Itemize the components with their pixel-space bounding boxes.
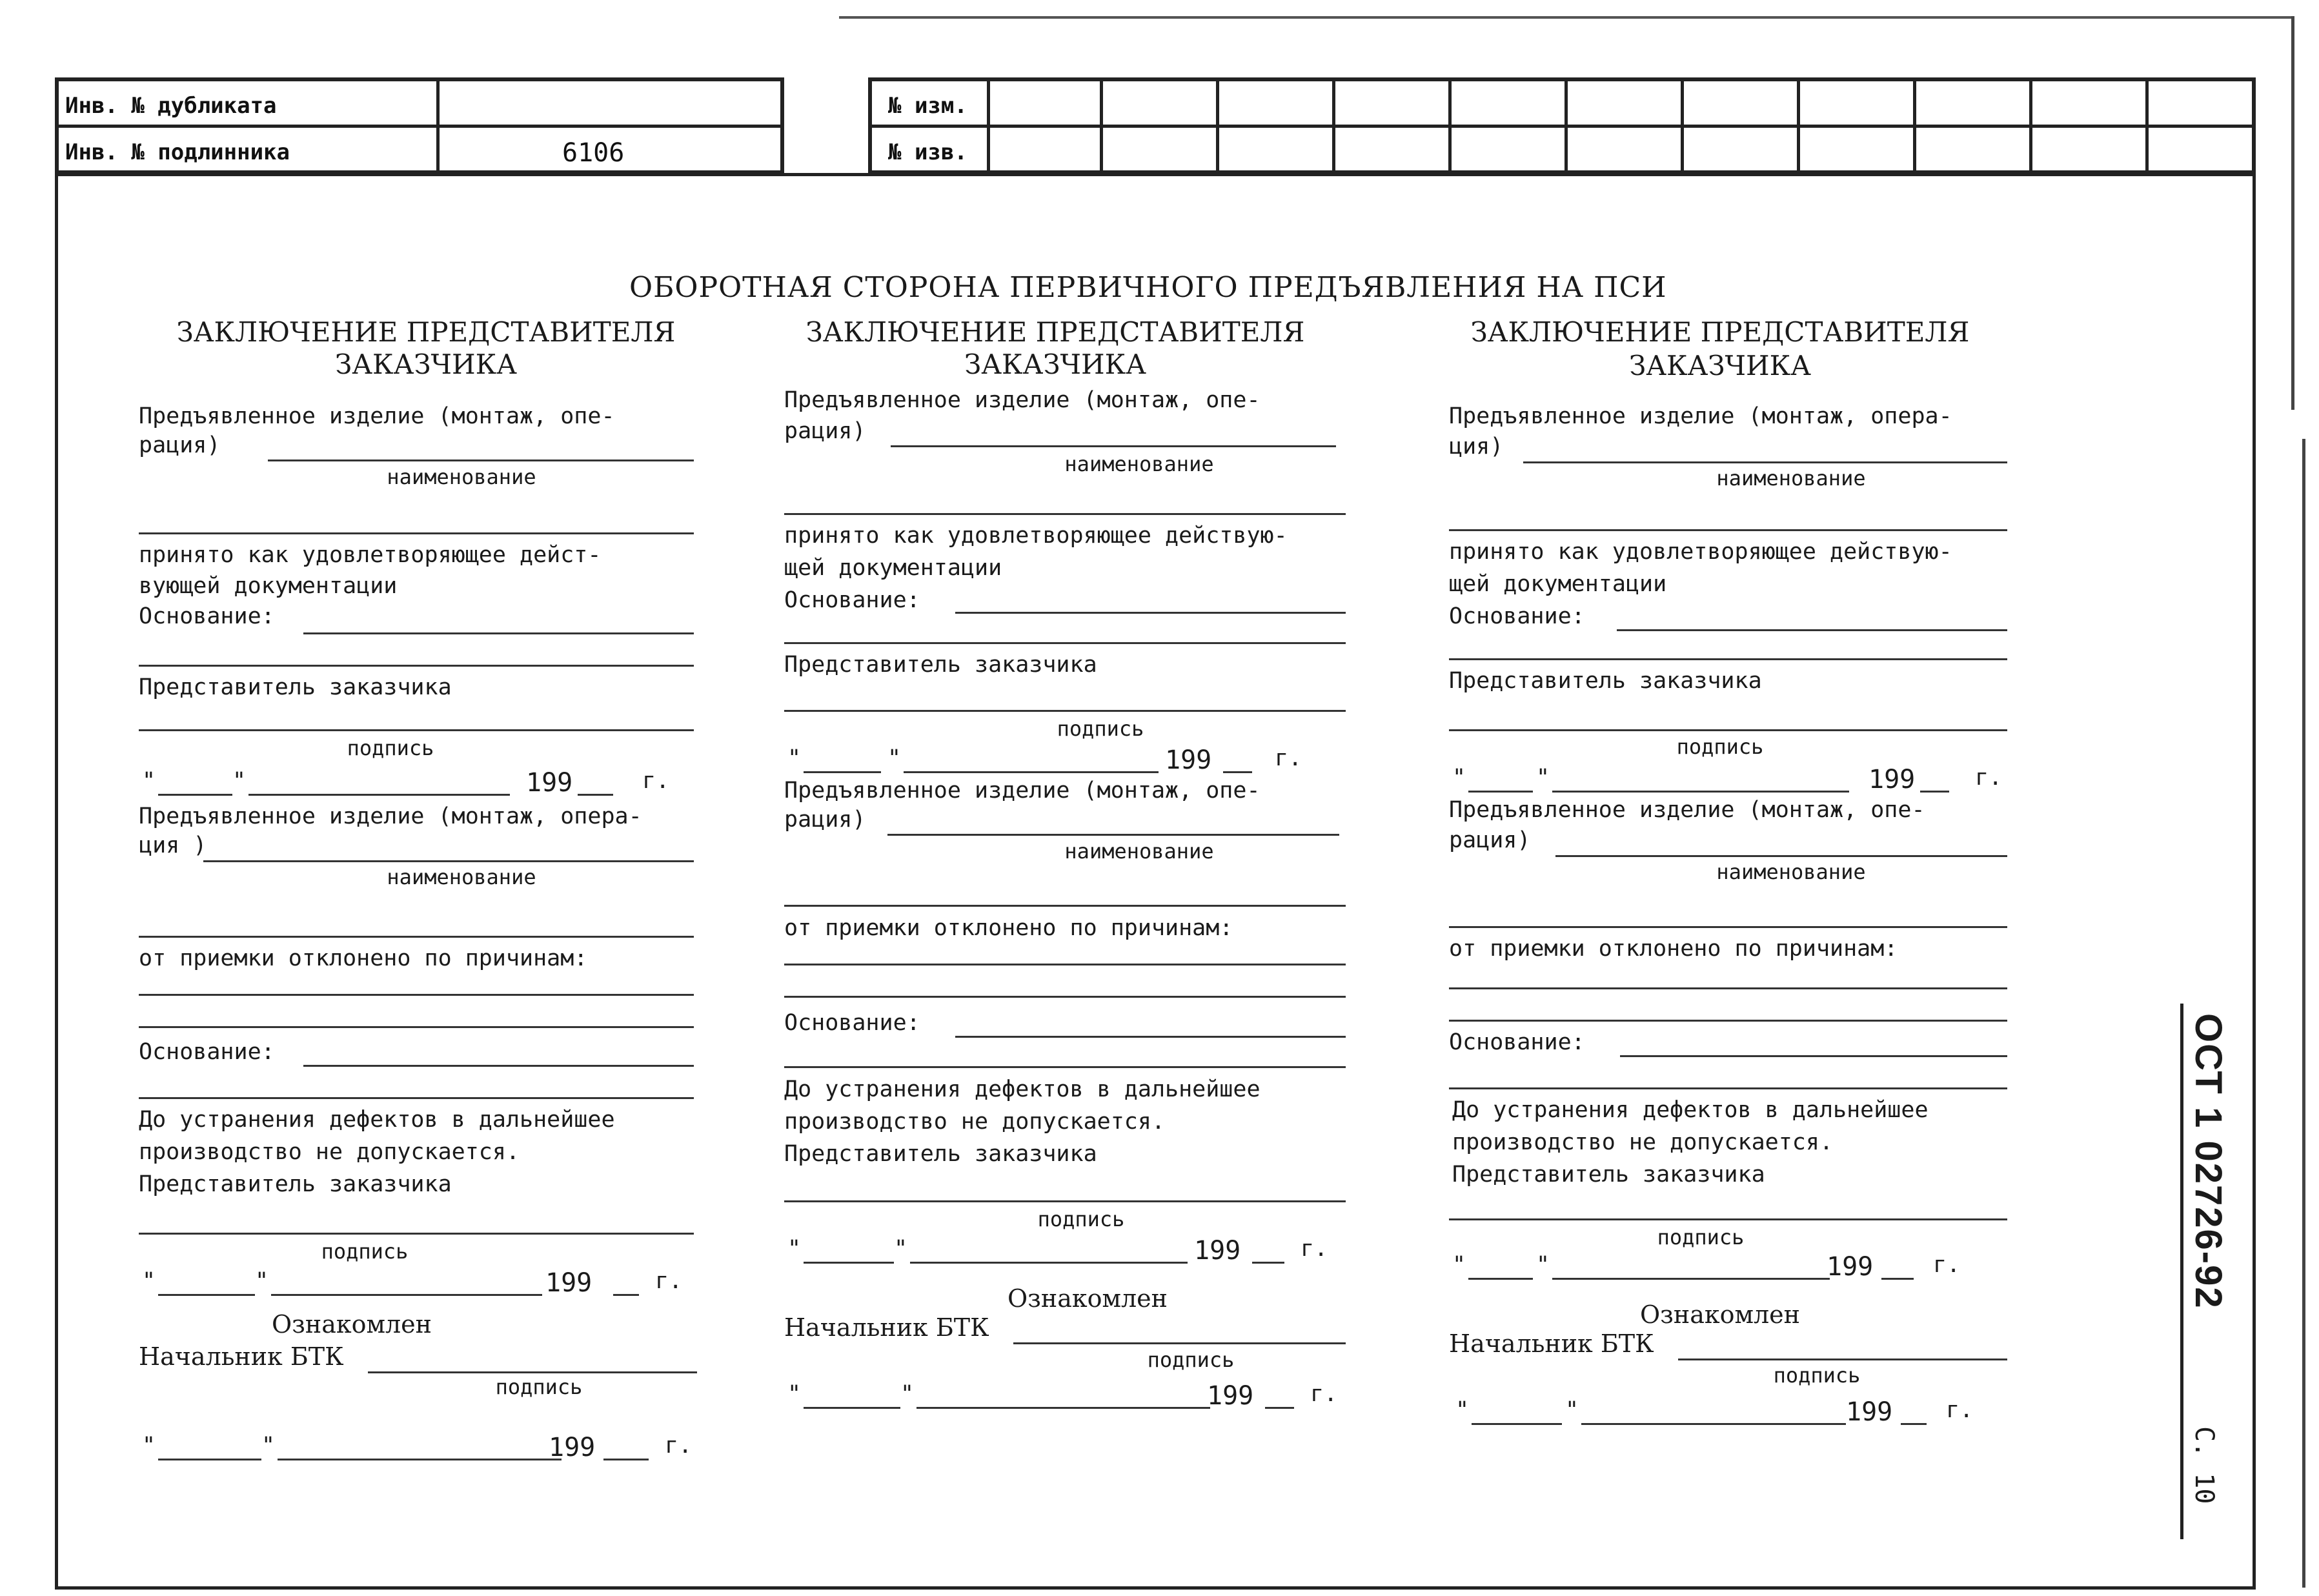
standard-designation: ОСТ 1 02726-92 [2187,1013,2229,1309]
operation-text-2: рация) [784,807,866,833]
product-text: Предъявленное изделие (монтаж, опера- [1449,403,1952,429]
signature-caption: подпись [1676,734,1764,759]
name-line-2[interactable] [1555,855,2007,857]
defects-text: До устранения дефектов в дальнейшее [139,1107,615,1133]
accepted-text: принято как удовлетворяющее действую- [1449,539,1952,565]
basis-label: Основание: [1449,603,1585,629]
basis-line-4[interactable] [1449,1087,2007,1089]
blank-line[interactable] [139,532,694,534]
date2-day-line[interactable] [158,1294,255,1296]
date2-quote-open: " [787,1236,802,1262]
btk-signature-caption: подпись [1147,1348,1235,1372]
date-quote-open: " [142,768,156,794]
representative-label: Представитель заказчика [1449,668,1762,694]
date3-year: 199 [1207,1381,1254,1411]
btk-signature-line[interactable] [1678,1359,2007,1360]
operation-text: рация) [139,432,221,458]
date2-quote-close: " [255,1268,269,1294]
date3-year-suffix: г. [1946,1397,1974,1423]
acknowledged-text: Ознакомлен [271,1310,432,1338]
date-quote-close: " [232,768,247,794]
accepted-text-2: щей документации [1449,571,1667,597]
product-text-2: Предъявленное изделие (монтаж, опе- [784,778,1261,803]
column-heading-2: ЗАКАЗЧИКА [964,348,1146,380]
date-year-suffix: г. [1975,765,2003,791]
date3-quote-close: " [1565,1397,1579,1423]
signature-caption-2: подпись [321,1239,409,1264]
signature-line-2[interactable] [1449,1218,2007,1220]
accepted-text-2: вующей документации [139,573,398,599]
name-line[interactable] [1523,461,2007,463]
date2-year: 199 [1827,1252,1874,1282]
basis-line[interactable] [303,632,694,634]
reason-line-2[interactable] [784,996,1346,998]
defects-text: До устранения дефектов в дальнейшее [1452,1097,1929,1123]
date-quote-close: " [887,745,902,771]
basis-line-4[interactable] [139,1097,694,1099]
btk-signature-line[interactable] [1013,1342,1346,1344]
column-heading: ЗАКЛЮЧЕНИЕ ПРЕДСТАВИТЕЛЯ [1470,316,1970,348]
date2-year-line[interactable] [613,1294,639,1296]
date2-quote-close: " [1536,1252,1550,1278]
operation-text: рация) [784,418,866,444]
date-day-line[interactable] [1468,791,1533,793]
page-number: С. 10 [2189,1426,2219,1504]
defects-text-2: производство не допускается. [139,1139,520,1165]
date-year-line[interactable] [1920,791,1949,793]
accepted-text: принято как удовлетворяющее дейст- [139,542,602,568]
date3-quote-open: " [787,1381,802,1407]
date2-year: 199 [1194,1236,1241,1266]
date-year-suffix: г. [1275,745,1302,771]
signature-caption: подпись [1057,716,1144,741]
date3-month-line[interactable] [916,1407,1210,1409]
date3-quote-close: " [261,1433,276,1459]
conclusion-column-1 [139,316,707,1478]
column-heading: ЗАКЛЮЧЕНИЕ ПРЕДСТАВИТЕЛЯ [176,316,676,348]
date2-month-line[interactable] [271,1294,542,1296]
product-text: Предъявленное изделие (монтаж, опе- [139,403,615,429]
btk-signature-line[interactable] [368,1371,697,1373]
representative-label: Представитель заказчика [784,652,1097,678]
date3-month-line[interactable] [278,1459,562,1460]
signature-line[interactable] [784,710,1346,712]
outer-right-edge-lower [2302,439,2305,1588]
acknowledged-text: Ознакомлен [1007,1284,1168,1313]
basis-line[interactable] [1617,629,2007,631]
reason-line-1[interactable] [784,964,1346,965]
date3-year: 199 [549,1433,596,1462]
accepted-text: принято как удовлетворяющее действую- [784,523,1288,549]
representative-label-2: Представитель заказчика [139,1171,452,1197]
column-heading-2: ЗАКАЗЧИКА [1629,350,1811,381]
signature-caption: подпись [347,736,434,760]
blank-line-2[interactable] [139,936,694,938]
page-title: ОБОРОТНАЯ СТОРОНА ПЕРВИЧНОГО ПРЕДЪЯВЛЕНИЯ НА ПСИ [629,271,1667,304]
basis-line-2[interactable] [784,642,1346,644]
product-text-2: Предъявленное изделие (монтаж, опера- [139,803,642,829]
name-line[interactable] [268,460,694,461]
basis-line-3[interactable] [303,1065,694,1067]
blank-line-2[interactable] [1449,926,2007,928]
reason-line-1[interactable] [1449,987,2007,989]
conclusion-column-2 [784,316,1352,1478]
original-inv-value: 6106 [562,138,625,168]
blank-line[interactable] [784,513,1346,515]
date3-day-line[interactable] [158,1459,261,1460]
name-line[interactable] [891,445,1336,447]
outer-right-edge [2291,16,2294,410]
original-inv-label: Инв. № подлинника [65,139,290,165]
blank-line[interactable] [1449,529,2007,531]
name-caption-2: наименование [387,865,536,889]
reason-line-2[interactable] [1449,1020,2007,1022]
btk-chief-label: Начальник БТК [784,1313,989,1342]
date-month-line[interactable] [904,771,1159,773]
signature-line[interactable] [1449,729,2007,731]
rejected-text: от приемки отклонено по причинам: [139,945,588,971]
name-line-2[interactable] [887,834,1339,836]
date3-year-line[interactable] [1901,1423,1927,1425]
date-year-line[interactable] [578,794,613,796]
representative-label-2: Представитель заказчика [1452,1162,1765,1187]
date-year: 199 [526,768,573,798]
blank-line-2[interactable] [784,905,1346,907]
date3-year-suffix: г. [1310,1381,1338,1407]
btk-signature-caption: подпись [495,1375,583,1399]
basis-label: Основание: [784,587,920,613]
reason-line-1[interactable] [139,994,694,996]
rejected-text: от приемки отклонено по причинам: [1449,936,1898,962]
date2-quote-close: " [894,1236,908,1262]
date3-quote-open: " [142,1433,156,1459]
basis-label: Основание: [139,603,275,629]
product-text: Предъявленное изделие (монтаж, опе- [784,387,1261,413]
date2-year-suffix: г. [1933,1252,1961,1278]
name-caption-2: наименование [1064,839,1214,864]
date2-day-line[interactable] [1468,1278,1533,1280]
name-caption: наименование [387,465,536,489]
date3-quote-open: " [1455,1397,1470,1423]
operation-text: ция) [1449,434,1504,460]
date3-day-line[interactable] [1472,1423,1562,1425]
acknowledged-text: Ознакомлен [1639,1300,1800,1329]
date2-month-line[interactable] [1552,1278,1830,1280]
column-heading-2: ЗАКАЗЧИКА [335,348,517,380]
date-quote-close: " [1536,765,1550,791]
representative-label-2: Представитель заказчика [784,1141,1097,1167]
date3-year-suffix: г. [665,1433,693,1459]
signature-line[interactable] [139,729,694,731]
date2-year-suffix: г. [1301,1236,1328,1262]
defects-text-2: производство не допускается. [1452,1129,1834,1155]
notice-number-label: № изв. [888,139,967,165]
date-day-line[interactable] [804,771,881,773]
date2-quote-open: " [1452,1252,1466,1278]
header-right-table [868,77,2256,174]
date2-year-line[interactable] [1881,1278,1914,1280]
date3-month-line[interactable] [1581,1423,1846,1425]
date-quote-open: " [787,745,802,771]
basis-label-2: Основание: [784,1010,920,1036]
btk-chief-label: Начальник БТК [139,1342,344,1371]
duplicate-inv-label: Инв. № дубликата [65,93,277,119]
basis-label-2: Основание: [1449,1029,1585,1055]
basis-line-3[interactable] [1620,1055,2007,1057]
date2-year-suffix: г. [655,1268,683,1294]
date3-day-line[interactable] [804,1407,900,1409]
date3-year-line[interactable] [1265,1407,1294,1409]
defects-text-2: производство не допускается. [784,1109,1166,1135]
conclusion-column-3 [1449,316,2030,1478]
date2-quote-open: " [142,1268,156,1294]
signature-line-2[interactable] [784,1200,1346,1202]
outer-top-edge [839,16,2291,19]
date-quote-open: " [1452,765,1466,791]
date2-month-line[interactable] [910,1262,1188,1264]
operation-text-2: ция ) [139,833,207,858]
btk-signature-caption: подпись [1773,1363,1861,1388]
date-month-line[interactable] [1552,791,1849,793]
date2-year-line[interactable] [1252,1262,1284,1264]
signature-caption-2: подпись [1037,1207,1125,1231]
product-text-2: Предъявленное изделие (монтаж, опе- [1449,797,1925,823]
side-stamp-rule [2180,1004,2183,1539]
basis-line-2[interactable] [139,665,694,667]
date3-quote-close: " [900,1381,915,1407]
date-year-suffix: г. [642,768,670,794]
signature-line-2[interactable] [139,1233,694,1235]
defects-text: До устранения дефектов в дальнейшее [784,1076,1261,1102]
date-day-line[interactable] [158,794,232,796]
date-year: 199 [1868,765,1916,794]
name-caption: наименование [1716,466,1866,490]
name-line-2[interactable] [203,860,694,862]
date-year-line[interactable] [1223,771,1252,773]
basis-line-4[interactable] [784,1066,1346,1068]
rejected-text: от приемки отклонено по причинам: [784,915,1233,941]
basis-label-2: Основание: [139,1039,275,1065]
change-number-label: № изм. [888,93,967,119]
representative-label: Представитель заказчика [139,674,452,700]
date2-day-line[interactable] [804,1262,894,1264]
basis-line-2[interactable] [1449,658,2007,660]
date-year: 199 [1165,745,1212,775]
basis-line-3[interactable] [955,1036,1346,1038]
reason-line-2[interactable] [139,1026,694,1028]
name-caption: наименование [1064,452,1214,476]
signature-caption-2: подпись [1657,1225,1745,1249]
basis-line[interactable] [955,612,1346,614]
date3-year: 199 [1846,1397,1893,1427]
btk-chief-label: Начальник БТК [1449,1329,1654,1358]
name-caption-2: наименование [1716,860,1866,884]
header-left-table [55,77,784,174]
date-month-line[interactable] [248,794,510,796]
operation-text-2: рация) [1449,827,1531,853]
date3-year-line[interactable] [603,1459,649,1460]
column-heading: ЗАКЛЮЧЕНИЕ ПРЕДСТАВИТЕЛЯ [805,316,1305,348]
accepted-text-2: щей документации [784,555,1002,581]
date2-year: 199 [545,1268,592,1298]
